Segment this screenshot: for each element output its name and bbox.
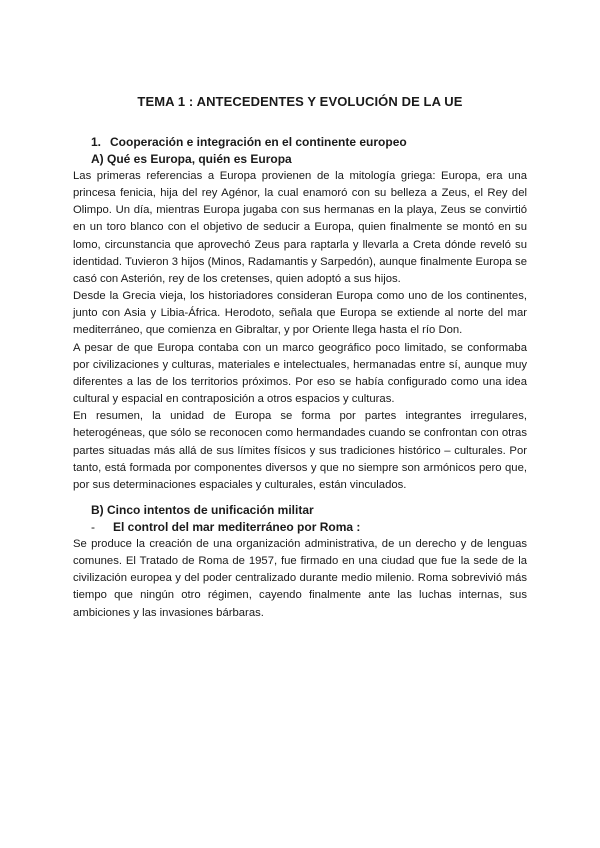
section-1-title: Cooperación e integración en el continente europeo bbox=[110, 135, 407, 149]
subsection-a-heading: A) Qué es Europa, quién es Europa bbox=[91, 152, 292, 166]
subsection-b-heading: B) Cinco intentos de unificación militar bbox=[91, 502, 314, 517]
section-1-heading bbox=[73, 134, 527, 151]
paragraph-herodotus: Desde la Grecia vieja, los historiadores consideran Europa como uno de los continentes, junto con Asia y Libia-África. Herodoto, señala que Europa se extiende al norte del mar mediterráneo, que comienza en Gibraltar, y por Oriente llega hasta el río Don. bbox=[73, 290, 527, 337]
spacer bbox=[73, 494, 527, 502]
paragraph-summary: En resumen, la unidad de Europa se forma por partes integrantes irregulares, heterogéneas, que sólo se reconocen como hermandades cuando se confrontan con otras partes situadas más allá de sus límites físicos y sus tradiciones histórico – culturales. Por tanto, está formada por componentes diversos y que no siempre son armónicos pero que, por sus determinaciones espaciales y culturales, están vinculados. bbox=[73, 410, 527, 491]
paragraph-rome: Se produce la creación de una organización administrativa, de un derecho y de lenguas comunes. El Tratado de Roma de 1957, fue firmado en una ciudad que fue la sede de la civilización europea y del poder centralizado durante medio milenio. Roma sobrevivió más tiempo que ningún otro régimen, cayendo finalmente ante las luchas internas, sus ambiciones y las invasiones bárbaras. bbox=[73, 537, 527, 619]
bullet-rome-title: El control del mar mediterráneo por Roma : bbox=[113, 519, 361, 534]
paragraph-mythology: Las primeras referencias a Europa provienen de la mitología griega: Europa, era una princesa fenicia, hija del rey Agénor, la cual enamoró con su belleza a Zeus, el Rey del Olimpo. Un día, mientras Europa jugaba con sus hermanas en la playa, Zeus se convirtió en un toro blanco con el objetivo de seducir a Europa, quien finalmente se montó en su lomo, circunstancia que aprovechó Zeus para raptarla y llevarla a Creta dónde reveló su identidad. Tuvieron 3 hijos (Minos, Radamantis y Sarpedón), aunque finalmente Europa se casó con Asterión, rey de los cretenses, quien adoptó a sus hijos. bbox=[73, 170, 527, 285]
document-page bbox=[73, 94, 527, 622]
bullet-dash: - bbox=[91, 519, 95, 534]
bullet-rome-heading bbox=[73, 519, 527, 536]
section-1-number: 1. bbox=[91, 135, 102, 149]
document-title: TEMA 1 : ANTECEDENTES Y EVOLUCIÓN DE LA UE bbox=[137, 94, 463, 109]
paragraph-geography: A pesar de que Europa contaba con un marco geográfico poco limitado, se conformaba por civilizaciones y culturas, materiales e intelectuales, hermanadas entre sí, aunque muy diferentes a las de los territorios próximos. Por eso se había configurado como una idea cultural y espacial en contraposición a otros espacios y culturas. bbox=[73, 341, 527, 406]
